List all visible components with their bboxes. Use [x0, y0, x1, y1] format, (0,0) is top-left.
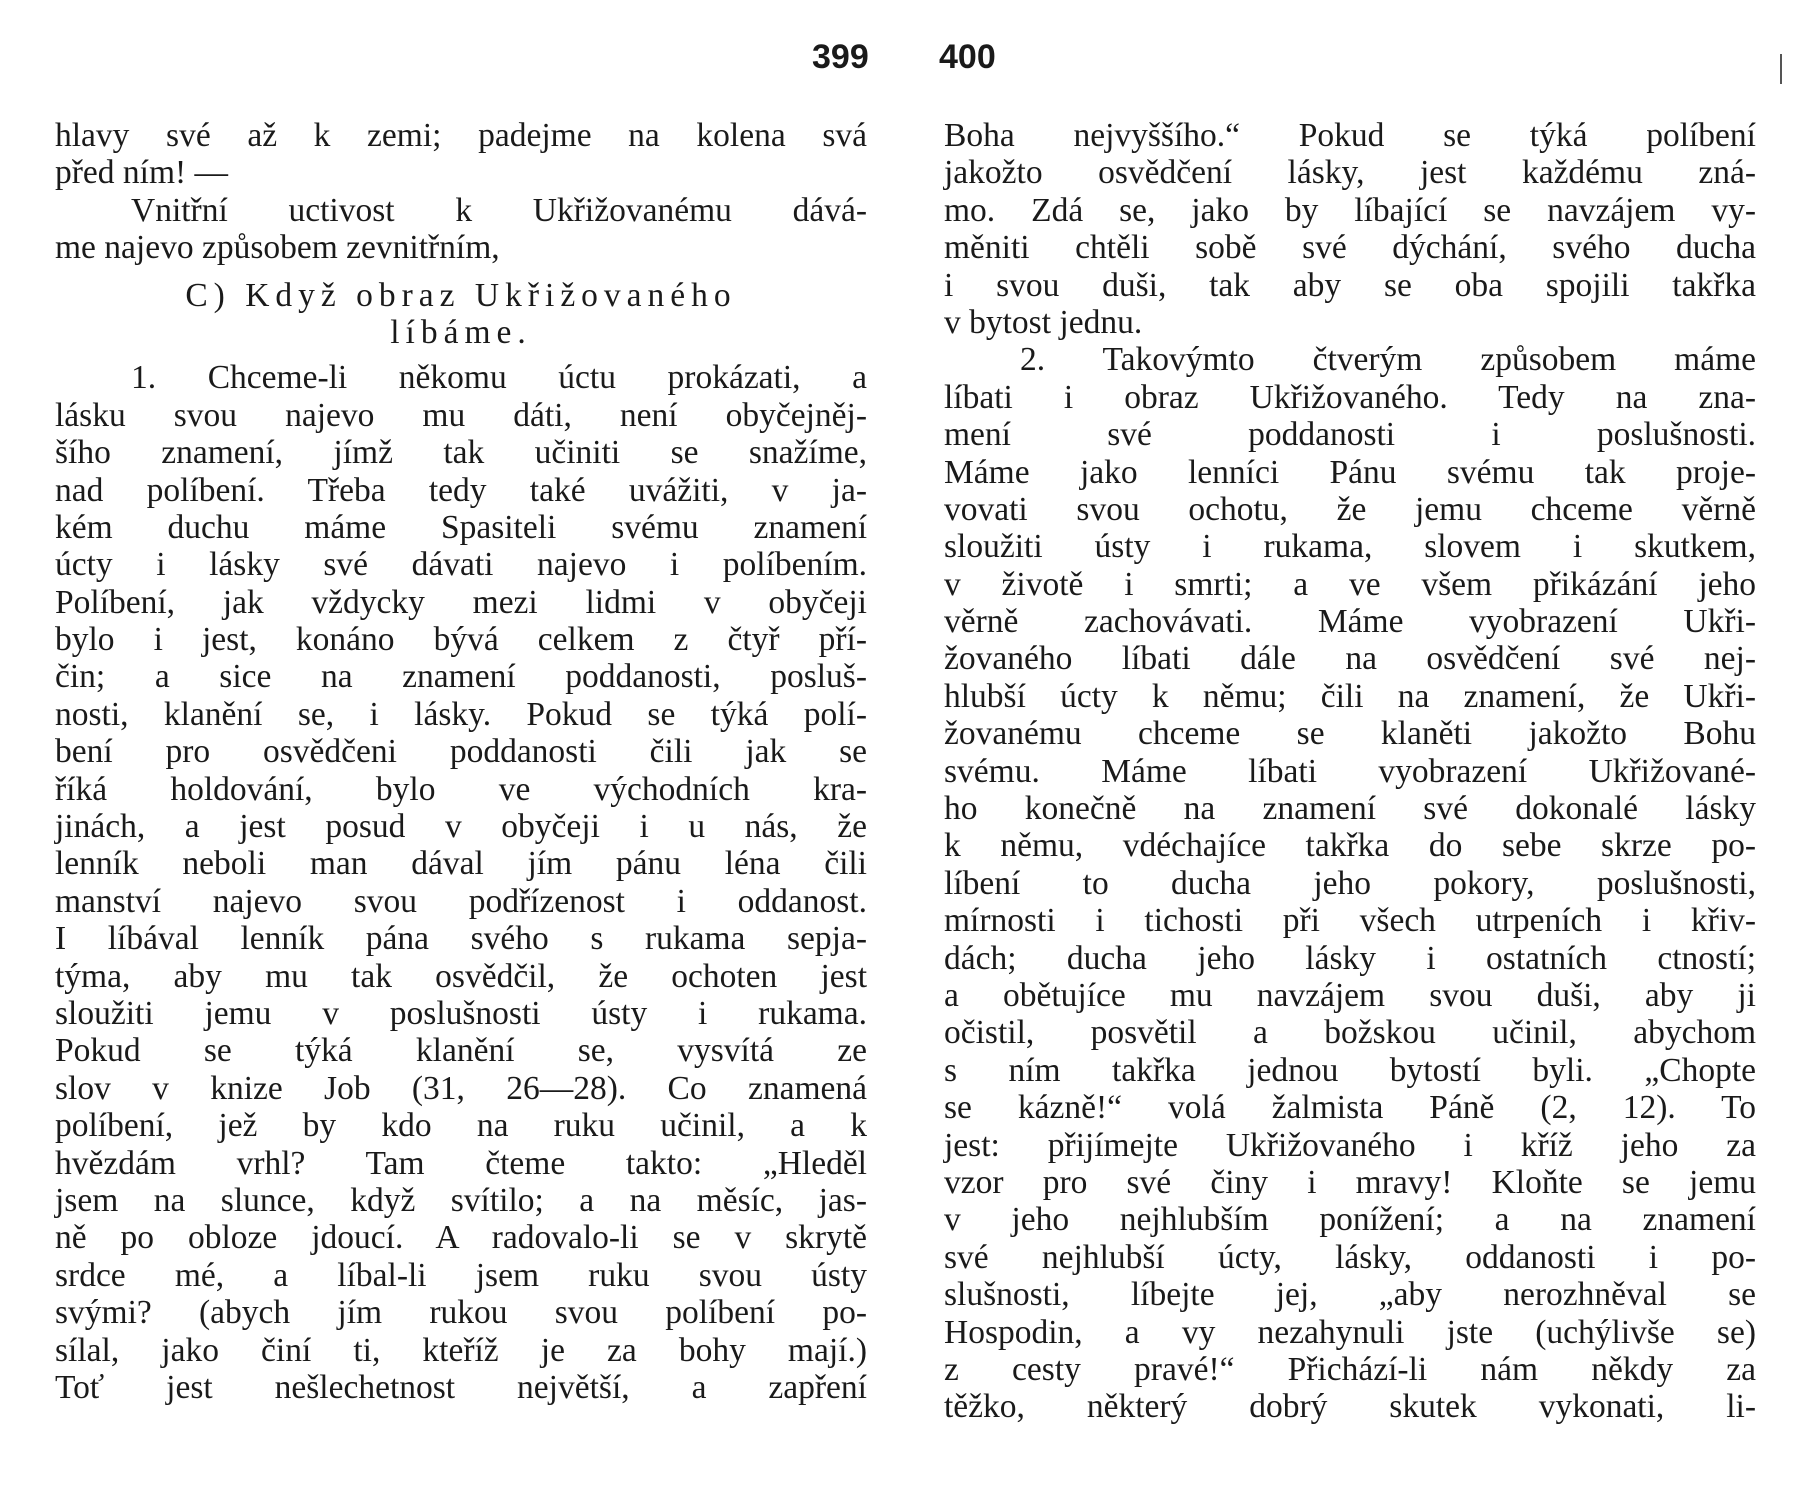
right-page: [901, 0, 1802, 1500]
text-line: věrně zachovávati. Máme vyobrazení Ukři-: [944, 603, 1756, 641]
text-line: v jeho nejhlubším ponížení; a na znamení: [944, 1201, 1756, 1239]
text-line: sloužiti ústy i rukama, slovem i skutkem,: [944, 528, 1756, 566]
page-edge-mark: [1780, 54, 1782, 84]
text-line: Vnitřní uctivost k Ukřižovanému dává-: [131, 191, 867, 229]
text-line: a obětujíce mu navzájem svou duši, aby ji: [944, 976, 1756, 1014]
text-line: čin; a sice na znamení poddanosti, posluš-: [55, 658, 867, 696]
text-line: slušnosti, líbejte jej, „aby nerozhněval se: [944, 1276, 1756, 1314]
text-line: i svou duši, tak aby se oba spojili takřka: [944, 266, 1756, 304]
page-number: 400: [939, 38, 996, 76]
text-line: Máme jako lenníci Pánu svému tak proje-: [944, 453, 1756, 491]
text-line: očistil, posvětil a božskou učinil, abychom: [944, 1014, 1756, 1052]
text-line: líbati i obraz Ukřižovaného. Tedy na zna-: [944, 378, 1756, 416]
text-line: mení své poddanosti i poslušnosti.: [944, 416, 1756, 454]
text-line: Boha nejvyššího.“ Pokud se týká políbení: [944, 117, 1756, 154]
text-line: sílal, jako činí ti, kteříž je za bohy mají.): [55, 1331, 867, 1369]
text-line: lenník neboli man dával jím pánu léna čili: [55, 845, 867, 883]
text-line: I líbával lenník pána svého s rukama sepja-: [55, 920, 867, 958]
text-line: srdce mé, a líbal-li jsem ruku svou ústy: [55, 1256, 867, 1294]
text-line: dách; ducha jeho lásky i ostatních ctností;: [944, 939, 1756, 977]
text-line: Políbení, jak vždycky mezi lidmi v obyčeji: [55, 583, 867, 621]
text-line: své nejhlubší úcty, lásky, oddanosti i po-: [944, 1238, 1756, 1276]
text-line: ho konečně na znamení své dokonalé lásky: [944, 790, 1756, 828]
text-line: říká holdování, bylo ve východních kra-: [55, 770, 867, 808]
text-line: úcty i lásky své dávati najevo i políbením.: [55, 546, 867, 584]
text-line: bylo i jest, konáno bývá celkem z čtyř pří-: [55, 621, 867, 659]
text-line: 1. Chceme-li někomu úctu prokázati, a: [131, 359, 867, 397]
text-line: bení pro osvědčeni poddanosti čili jak se: [55, 733, 867, 771]
text-line: těžko, některý dobrý skutek vykonati, li-: [944, 1388, 1756, 1426]
text-line: líbení to ducha jeho pokory, poslušnosti,: [944, 864, 1756, 902]
text-line: mo. Zdá se, jako by líbající se navzájem vy-: [944, 191, 1756, 229]
text-line: Toť jest nešlechetnost největší, a zapření: [55, 1368, 867, 1406]
text-line: kém duchu máme Spasiteli svému znamení: [55, 508, 867, 546]
text-line: žovanému chceme se klaněti jakožto Bohu: [944, 715, 1756, 753]
section-heading: líbáme.: [390, 313, 532, 351]
text-column: [55, 117, 867, 1406]
text-line: hlubší úcty k němu; čili na znamení, že Ukři-: [944, 677, 1756, 715]
text-line: mírnosti i tichosti při všech utrpeních i křiv-: [944, 902, 1756, 940]
text-line: hlavy své až k zemi; padejme na kolena svá: [55, 117, 867, 154]
text-line: svými? (abych jím rukou svou políbení po-: [55, 1294, 867, 1332]
section-heading: C) Když obraz Ukřižovaného: [185, 276, 737, 314]
text-line: slov v knize Job (31, 26—28). Co znamená: [55, 1069, 867, 1107]
text-line: s ním takřka jednou bytostí byli. „Chopte: [944, 1051, 1756, 1089]
text-line: manství najevo svou podřízenost i oddanost.: [55, 882, 867, 920]
text-line: před ním! —: [55, 154, 229, 192]
text-line: lásku svou najevo mu dáti, není obyčejněj-: [55, 396, 867, 434]
text-line: nad políbení. Třeba tedy také uvážiti, v ja-: [55, 471, 867, 509]
text-line: šího znamení, jímž tak učiniti se snažíme,: [55, 434, 867, 472]
text-line: jinách, a jest posud v obyčeji i u nás, že: [55, 808, 867, 846]
text-line: Pokud se týká klanění se, vysvítá ze: [55, 1032, 867, 1070]
text-column: [944, 117, 1756, 1426]
text-line: 2. Takovýmto čtverým způsobem máme: [1020, 341, 1756, 379]
text-line: sloužiti jemu v poslušnosti ústy i rukama.: [55, 994, 867, 1032]
text-line: nosti, klanění se, i lásky. Pokud se týká polí-: [55, 695, 867, 733]
page-number: 399: [812, 38, 869, 76]
text-line: vzor pro své činy i mravy! Kloňte se jemu: [944, 1163, 1756, 1201]
text-line: v životě i smrti; a ve všem přikázání jeho: [944, 565, 1756, 603]
text-line: me najevo způsobem zevnitřním,: [55, 229, 500, 267]
text-line: se kázně!“ volá žalmista Páně (2, 12). To: [944, 1089, 1756, 1127]
text-line: vovati svou ochotu, že jemu chceme věrně: [944, 490, 1756, 528]
text-line: jsem na slunce, když svítilo; a na měsíc, jas-: [55, 1181, 867, 1219]
text-line: měniti chtěli sobě své dýchání, svého ducha: [944, 229, 1756, 267]
text-line: svému. Máme líbati vyobrazení Ukřižované-: [944, 752, 1756, 790]
text-line: žovaného líbati dále na osvědčení své nej-: [944, 640, 1756, 678]
text-line: ně po obloze jdoucí. A radovalo-li se v skrytě: [55, 1219, 867, 1257]
text-line: Hospodin, a vy nezahynuli jste (uchýlivše se): [944, 1313, 1756, 1351]
text-line: týma, aby mu tak osvědčil, že ochoten jest: [55, 957, 867, 995]
text-line: jakožto osvědčení lásky, jest každému zná-: [944, 154, 1756, 192]
text-line: z cesty pravé!“ Přichází-li nám někdy za: [944, 1350, 1756, 1388]
text-line: jest: přijímejte Ukřižovaného i kříž jeho za: [944, 1126, 1756, 1164]
text-line: hvězdám vrhl? Tam čteme takto: „Hleděl: [55, 1144, 867, 1182]
text-line: políbení, jež by kdo na ruku učinil, a k: [55, 1107, 867, 1145]
text-line: k němu, vdéchajíce takřka do sebe skrze po-: [944, 827, 1756, 865]
text-line: v bytost jednu.: [944, 303, 1143, 341]
